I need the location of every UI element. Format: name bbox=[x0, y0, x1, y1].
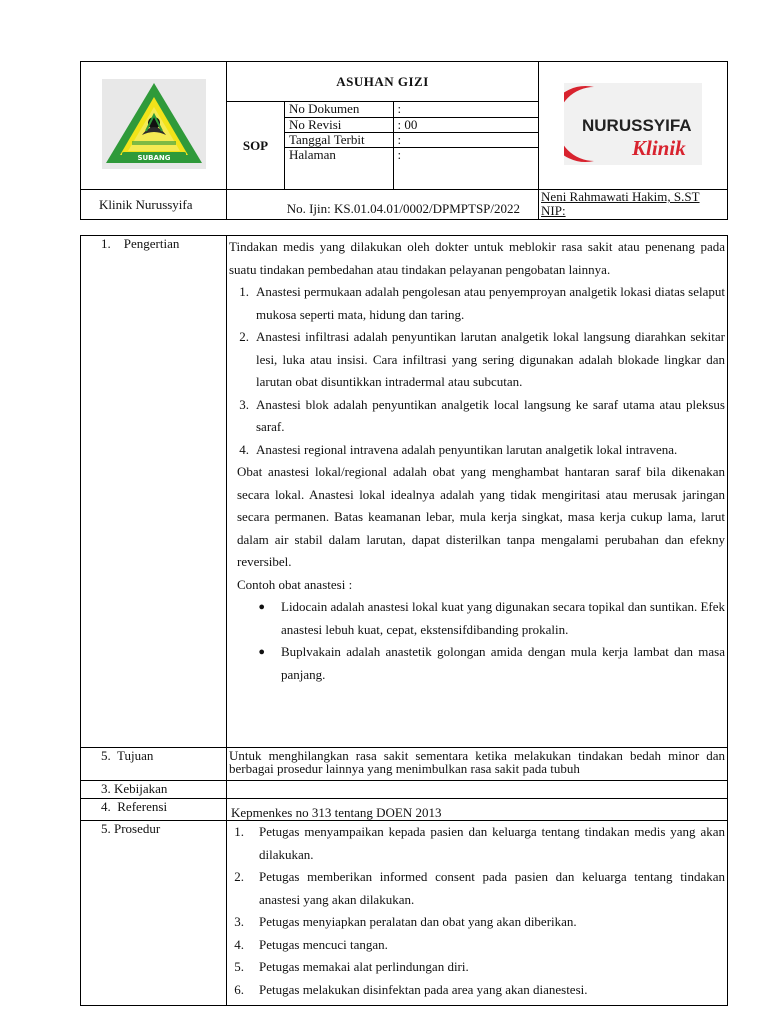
list-item: ● Lidocain adalah anastesi lokal kuat yang digunakan secara topikal dan suntikan. Efek anastesi lebuh kuat, cepat, ekstensifdibanding prokalin. bbox=[258, 599, 726, 637]
list-item: 5. Petugas memakai alat perlindungan diri. bbox=[234, 959, 469, 974]
pengertian-intro: Tindakan medis yang dilakukan oleh dokter untuk meblokir rasa sakit atau penenang pada suatu tindakan pembedahan atau tindakan pelayanan pengobatan lainnya. bbox=[229, 239, 725, 277]
section-pengertian bbox=[227, 236, 728, 748]
list-item: 2. Anastesi infiltrasi adalah penyuntikan larutan analgetik lokal langsung diarahkan sekitar lesi, luka atau insisi. Cara infiltrasi yang sering digunakan adalah blokade lingkar dan larutan obat disuntikkan intradermal atau subcutan. bbox=[239, 329, 725, 389]
nurussyifa-logo-cell bbox=[539, 62, 728, 190]
sop-body-table bbox=[80, 235, 728, 1006]
sop-label: SOP bbox=[227, 102, 285, 190]
section-tujuan: Untuk menghilangkan rasa sakit sementara ketika melakukan tindakan bedah minor dan berbagai prosedur lainnya yang menimbulkan rasa sakit pada tubuh bbox=[227, 748, 728, 781]
list-item: 1. Anastesi permukaan adalah pengolesan atau penyemproyan analgetik lokasi diatas selaput mukosa seperti mata, hidung dan taring. bbox=[239, 284, 725, 322]
yayasan-logo bbox=[102, 79, 206, 169]
section-prosedur bbox=[227, 821, 728, 1006]
list-item: 3. Anastesi blok adalah penyuntikan analgetik local langsung ke saraf utama atau pleksus saraf. bbox=[239, 396, 725, 434]
meta-value: : bbox=[393, 132, 538, 147]
meta-value: : bbox=[397, 146, 402, 162]
svg-text:NURUSSYIFA: NURUSSYIFA bbox=[582, 115, 692, 135]
meta-key: No Dokumen bbox=[285, 102, 393, 117]
pengertian-paragraph: Obat anastesi lokal/regional adalah obat yang menghambat hantaran saraf bila dikenakan secara lokal. Anastesi lokal idealnya adalah yang tidak mengiritasi atau merusak jaringan secara permanen. Batas keamanan lebar, mula kerja singkat, masa kerja cukup lama, larut dalam air stabil dalam larutan, dapat disterilkan tanpa mengalami perubahan dan efekny reversibel. bbox=[237, 464, 725, 569]
nurussyifa-logo bbox=[564, 83, 702, 165]
clinic-name: Klinik Nurussyifa bbox=[81, 190, 227, 220]
meta-table bbox=[285, 102, 538, 189]
list-item: 2. Petugas memberikan informed consent pada pasien dan keluarga tentang tindakan anastesi yang akan dilakukan. bbox=[234, 869, 725, 907]
list-item: 4. Anastesi regional intravena adalah penyuntikan larutan analgetik lokal intravena. bbox=[239, 441, 678, 457]
meta-value: : bbox=[393, 102, 538, 117]
section-referensi: Kepmenkes no 313 tentang DOEN 2013 bbox=[227, 799, 728, 821]
person-in-charge bbox=[539, 190, 728, 220]
meta-key: Halaman bbox=[285, 147, 393, 189]
permit-number: No. Ijin: KS.01.04.01/0002/DPMPTSP/2022 bbox=[227, 190, 539, 220]
prosedur-list bbox=[229, 821, 725, 1001]
anastesi-types-list bbox=[229, 281, 725, 461]
section-label-tujuan: 5. Tujuan bbox=[81, 748, 227, 781]
yayasan-logo-cell bbox=[81, 62, 227, 190]
pic-nip: NIP: bbox=[541, 203, 566, 218]
section-label-prosedur: 5. Prosedur bbox=[81, 821, 227, 1006]
meta-key: Tanggal Terbit bbox=[285, 132, 393, 147]
svg-text:Klinik: Klinik bbox=[632, 135, 686, 160]
list-item: ● Buplvakain adalah anastetik golongan amida dengan mula kerja lambat dan masa panjang. bbox=[258, 644, 725, 682]
contoh-label: Contoh obat anastesi : bbox=[237, 576, 353, 592]
section-label-referensi: 4. Referensi bbox=[81, 799, 227, 821]
section-kebijakan bbox=[227, 781, 728, 799]
meta-key: No Revisi bbox=[285, 117, 393, 132]
section-label-kebijakan: 3. Kebijakan bbox=[81, 781, 227, 799]
document-title: ASUHAN GIZI bbox=[227, 62, 539, 102]
section-label-pengertian: 1. Pengertian bbox=[81, 236, 227, 748]
list-item: 1. Petugas menyampaikan kepada pasien dan keluarga tentang tindakan medis yang akan dilakukan. bbox=[234, 824, 725, 862]
header-table bbox=[80, 61, 728, 220]
list-item: 4. Petugas mencuci tangan. bbox=[234, 936, 388, 952]
svg-text:SUBANG: SUBANG bbox=[136, 153, 171, 162]
contoh-obat-list bbox=[229, 596, 725, 686]
pic-name: Neni Rahmawati Hakim, S.ST bbox=[541, 189, 700, 204]
list-item: 3. Petugas menyiapkan peralatan dan obat yang akan diberikan. bbox=[234, 914, 577, 929]
list-item: 6. Petugas melakukan disinfektan pada area yang akan dianestesi. bbox=[234, 981, 588, 997]
document-meta bbox=[285, 102, 539, 190]
meta-value: : 00 bbox=[393, 117, 538, 132]
